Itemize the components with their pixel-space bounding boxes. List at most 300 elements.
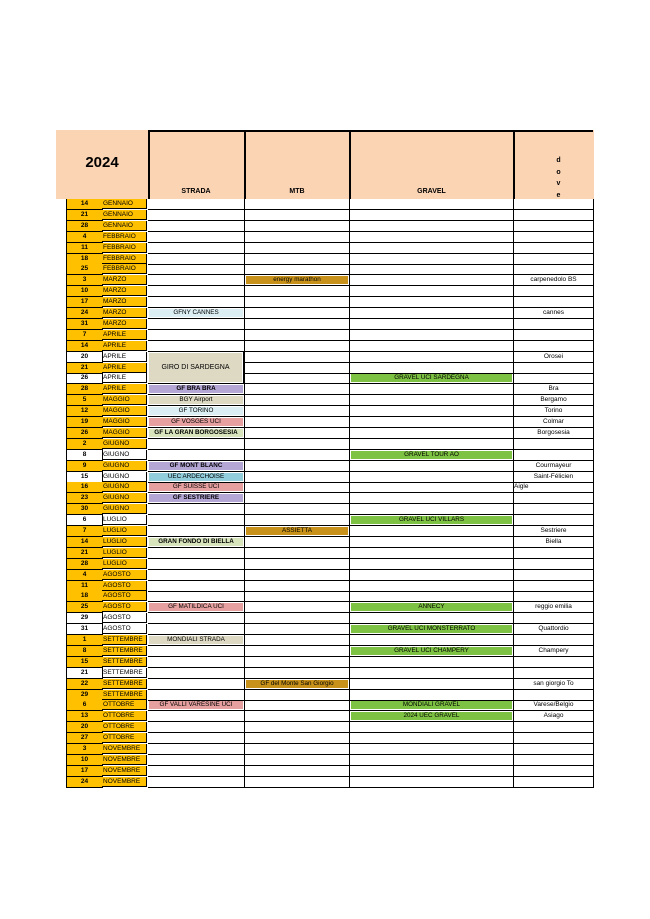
dove-cell: Bergamo <box>514 395 594 406</box>
gravel-cell <box>350 559 514 570</box>
strada-cell <box>148 461 245 472</box>
month-cell: MARZO <box>102 308 147 318</box>
merged-event-label: GIRO DI SARDEGNA <box>149 353 242 383</box>
mtb-cell <box>245 275 350 286</box>
table-row <box>56 461 594 472</box>
day-cell: 9 <box>66 461 103 472</box>
dove-letter: o <box>556 168 561 176</box>
strada-cell <box>148 439 245 450</box>
day-cell: 10 <box>66 755 103 766</box>
month-cell: SETTEMBRE <box>102 635 147 645</box>
strada-cell <box>148 690 245 701</box>
month-cell: AGOSTO <box>102 591 147 601</box>
dove-cell <box>514 232 594 243</box>
dove-cell <box>514 341 594 352</box>
strada-cell <box>148 602 245 613</box>
strada-cell <box>148 755 245 766</box>
month-cell: SETTEMBRE <box>102 657 147 667</box>
dove-cell <box>514 221 594 232</box>
month-cell: LUGLIO <box>102 537 147 547</box>
month-cell: NOVEMBRE <box>102 744 147 754</box>
mtb-cell <box>245 428 350 439</box>
table-row <box>56 613 594 624</box>
day-cell: 10 <box>66 286 103 297</box>
month-cell: OTTOBRE <box>102 722 147 732</box>
month-cell: FEBBRAIO <box>102 264 147 274</box>
month-cell: GIUGNO <box>102 493 147 503</box>
strada-cell <box>148 406 245 417</box>
strada-cell <box>148 199 245 210</box>
table-row <box>56 515 594 526</box>
column-header-dove <box>546 155 571 201</box>
strada-event: GF TORINO <box>149 407 243 415</box>
table-row <box>56 330 594 341</box>
strada-cell <box>148 221 245 232</box>
mtb-cell <box>245 363 350 374</box>
month-cell: APRILE <box>102 363 147 373</box>
dove-cell <box>514 515 594 526</box>
table-row <box>56 482 594 493</box>
table-row <box>56 417 594 428</box>
day-cell: 24 <box>66 308 103 319</box>
strada-cell <box>148 482 245 493</box>
mtb-cell <box>245 199 350 210</box>
strada-cell <box>148 243 245 254</box>
table-row <box>56 602 594 613</box>
strada-event: GF SUISSE UCI <box>149 483 243 491</box>
dove-cell: Asiago <box>514 711 594 722</box>
table-row <box>56 384 594 395</box>
mtb-cell <box>245 308 350 319</box>
strada-event: GF MONT BLANC <box>149 462 243 470</box>
table-row <box>56 722 594 733</box>
mtb-cell <box>245 602 350 613</box>
table-row <box>56 581 594 592</box>
dove-cell <box>514 777 594 788</box>
day-cell: 28 <box>66 221 103 232</box>
gravel-cell <box>350 341 514 352</box>
month-cell: APRILE <box>102 341 147 351</box>
gravel-cell <box>350 286 514 297</box>
column-header-strada: STRADA <box>181 188 211 195</box>
gravel-cell <box>350 581 514 592</box>
table-row <box>56 690 594 701</box>
gravel-cell <box>350 439 514 450</box>
gravel-cell <box>350 243 514 254</box>
mtb-cell <box>245 461 350 472</box>
column-header-gravel: GRAVEL <box>417 188 446 195</box>
strada-cell <box>148 515 245 526</box>
header-divider <box>513 130 515 199</box>
dove-cell <box>514 210 594 221</box>
dove-letter: e <box>556 191 561 199</box>
day-cell: 25 <box>66 602 103 613</box>
month-cell: AGOSTO <box>102 602 147 612</box>
table-row <box>56 275 594 286</box>
strada-cell <box>148 286 245 297</box>
gravel-cell <box>350 428 514 439</box>
gravel-cell <box>350 570 514 581</box>
day-cell: 25 <box>66 264 103 275</box>
table-row <box>56 504 594 515</box>
gravel-cell <box>350 363 514 374</box>
day-cell: 7 <box>66 330 103 341</box>
mtb-cell <box>245 243 350 254</box>
gravel-cell <box>350 330 514 341</box>
mtb-cell <box>245 744 350 755</box>
table-row <box>56 526 594 537</box>
month-cell: FEBBRAIO <box>102 254 147 264</box>
mtb-cell <box>245 439 350 450</box>
month-cell: OTTOBRE <box>102 700 147 710</box>
day-cell: 28 <box>66 559 103 570</box>
mtb-event: ASSIETTA <box>246 527 348 535</box>
gravel-cell <box>350 450 514 461</box>
dove-cell: Sestriere <box>514 526 594 537</box>
month-cell: MAGGIO <box>102 406 147 416</box>
mtb-cell <box>245 352 350 363</box>
table-row <box>56 668 594 679</box>
day-cell: 26 <box>66 428 103 439</box>
month-cell: AGOSTO <box>102 570 147 580</box>
mtb-cell <box>245 373 350 384</box>
day-cell: 21 <box>66 548 103 559</box>
month-cell: MAGGIO <box>102 428 147 438</box>
strada-event: GRAN FONDO DI BIELLA <box>149 538 243 546</box>
gravel-cell <box>350 384 514 395</box>
table-row <box>56 406 594 417</box>
gravel-cell <box>350 766 514 777</box>
month-cell: LUGLIO <box>102 515 147 525</box>
mtb-cell <box>245 733 350 744</box>
dove-cell: Bra <box>514 384 594 395</box>
dove-cell <box>514 286 594 297</box>
strada-event: UEC ARDECHOISE <box>149 473 243 481</box>
dove-cell: Borgosesia <box>514 428 594 439</box>
day-cell: 21 <box>66 363 103 374</box>
strada-event: MONDIALI STRADA <box>149 636 243 644</box>
table-row <box>56 679 594 690</box>
month-cell: GENNAIO <box>102 199 147 209</box>
dove-cell: Torino <box>514 406 594 417</box>
gravel-cell <box>350 275 514 286</box>
mtb-cell <box>245 679 350 690</box>
mtb-event: energy marathon <box>246 276 348 284</box>
month-cell: MARZO <box>102 286 147 296</box>
dove-cell <box>514 264 594 275</box>
day-cell: 24 <box>66 777 103 788</box>
dove-cell <box>514 254 594 265</box>
gravel-cell <box>350 690 514 701</box>
strada-event: GF VALLI VARESINE UCI <box>149 701 243 709</box>
table-row <box>56 777 594 788</box>
strada-cell <box>148 646 245 657</box>
strada-cell <box>148 330 245 341</box>
strada-cell <box>148 733 245 744</box>
dove-cell <box>514 733 594 744</box>
table-row <box>56 624 594 635</box>
mtb-cell <box>245 537 350 548</box>
strada-cell <box>148 384 245 395</box>
day-cell: 3 <box>66 275 103 286</box>
mtb-cell <box>245 330 350 341</box>
dove-letter: v <box>556 180 561 187</box>
strada-cell <box>148 319 245 330</box>
mtb-cell <box>245 450 350 461</box>
month-cell: MAGGIO <box>102 417 147 427</box>
strada-cell <box>148 537 245 548</box>
dove-cell <box>514 581 594 592</box>
gravel-cell <box>350 777 514 788</box>
month-cell: GIUGNO <box>102 439 147 449</box>
strada-cell <box>148 428 245 439</box>
mtb-cell <box>245 504 350 515</box>
day-cell: 11 <box>66 581 103 592</box>
day-cell: 5 <box>66 395 103 406</box>
dove-cell: Champery <box>514 646 594 657</box>
day-cell: 13 <box>66 711 103 722</box>
header-top-border <box>148 130 593 132</box>
day-cell: 20 <box>66 352 103 363</box>
strada-cell <box>148 777 245 788</box>
day-cell: 17 <box>66 766 103 777</box>
gravel-event: GRAVEL TOUR AO <box>351 451 512 459</box>
month-cell: AGOSTO <box>102 624 147 634</box>
strada-cell <box>148 581 245 592</box>
month-cell: APRILE <box>102 384 147 394</box>
strada-cell <box>148 591 245 602</box>
gravel-cell <box>350 679 514 690</box>
mtb-cell <box>245 581 350 592</box>
gravel-cell <box>350 700 514 711</box>
strada-cell <box>148 450 245 461</box>
mtb-cell <box>245 591 350 602</box>
strada-cell <box>148 308 245 319</box>
table-row <box>56 450 594 461</box>
mtb-cell <box>245 254 350 265</box>
day-cell: 22 <box>66 679 103 690</box>
day-cell: 14 <box>66 341 103 352</box>
table-row <box>56 439 594 450</box>
month-cell: APRILE <box>102 352 147 362</box>
day-cell: 31 <box>66 319 103 330</box>
mtb-cell <box>245 559 350 570</box>
strada-cell <box>148 668 245 679</box>
strada-event: GF MATILDICA UCI <box>149 603 243 611</box>
dove-cell <box>514 766 594 777</box>
dove-cell <box>514 504 594 515</box>
strada-event: GFNY CANNES <box>149 309 243 317</box>
table-row <box>56 395 594 406</box>
strada-cell <box>148 635 245 646</box>
table-row <box>56 221 594 232</box>
day-cell: 27 <box>66 733 103 744</box>
mtb-cell <box>245 515 350 526</box>
table-row <box>56 493 594 504</box>
mtb-cell <box>245 264 350 275</box>
strada-cell <box>148 657 245 668</box>
day-cell: 30 <box>66 504 103 515</box>
dove-letter: d <box>556 157 561 164</box>
mtb-cell <box>245 210 350 221</box>
strada-cell <box>148 548 245 559</box>
dove-cell <box>514 635 594 646</box>
strada-cell <box>148 232 245 243</box>
table-row <box>56 232 594 243</box>
gravel-cell <box>350 297 514 308</box>
month-cell: GIUGNO <box>102 472 147 482</box>
table-row <box>56 537 594 548</box>
dove-cell: Aigle <box>514 482 594 493</box>
strada-event: GF SESTRIERE <box>149 494 243 502</box>
mtb-cell <box>245 722 350 733</box>
month-cell: GIUGNO <box>102 482 147 492</box>
gravel-cell <box>350 504 514 515</box>
month-cell: LUGLIO <box>102 559 147 569</box>
table-row <box>56 319 594 330</box>
gravel-cell <box>350 493 514 504</box>
mtb-cell <box>245 482 350 493</box>
table-row <box>56 341 594 352</box>
table-row <box>56 559 594 570</box>
gravel-cell <box>350 373 514 384</box>
mtb-cell <box>245 417 350 428</box>
day-cell: 12 <box>66 406 103 417</box>
gravel-cell <box>350 548 514 559</box>
month-cell: GENNAIO <box>102 221 147 231</box>
gravel-cell <box>350 199 514 210</box>
mtb-cell <box>245 493 350 504</box>
day-cell: 16 <box>66 482 103 493</box>
dove-cell: Colmar <box>514 417 594 428</box>
day-cell: 8 <box>66 646 103 657</box>
day-cell: 1 <box>66 635 103 646</box>
dove-cell <box>514 690 594 701</box>
strada-event: GF VOSGES UCI <box>149 418 243 426</box>
gravel-cell <box>350 417 514 428</box>
strada-cell <box>148 417 245 428</box>
gravel-cell <box>350 482 514 493</box>
day-cell: 29 <box>66 690 103 701</box>
dove-cell <box>514 373 594 384</box>
month-cell: MARZO <box>102 275 147 285</box>
gravel-cell <box>350 395 514 406</box>
day-cell: 29 <box>66 613 103 624</box>
day-cell: 21 <box>66 210 103 221</box>
strada-cell <box>148 275 245 286</box>
month-cell: NOVEMBRE <box>102 766 147 776</box>
strada-cell <box>148 297 245 308</box>
day-cell: 26 <box>66 373 103 384</box>
dove-cell: Varese/Belgio <box>514 700 594 711</box>
dove-cell: cannes <box>514 308 594 319</box>
day-cell: 4 <box>66 232 103 243</box>
gravel-event: MONDIALI GRAVEL <box>351 701 512 709</box>
day-cell: 23 <box>66 493 103 504</box>
gravel-cell <box>350 210 514 221</box>
month-cell: NOVEMBRE <box>102 777 147 787</box>
month-cell: LUGLIO <box>102 548 147 558</box>
month-cell: AGOSTO <box>102 613 147 623</box>
gravel-cell <box>350 668 514 679</box>
dove-cell: reggio emilia <box>514 602 594 613</box>
dove-cell <box>514 591 594 602</box>
dove-cell: Orosei <box>514 352 594 363</box>
strada-cell <box>148 264 245 275</box>
gravel-cell <box>350 657 514 668</box>
gravel-cell <box>350 646 514 657</box>
table-row <box>56 199 594 210</box>
gravel-cell <box>350 722 514 733</box>
strada-cell <box>148 570 245 581</box>
day-cell: 18 <box>66 254 103 265</box>
day-cell: 7 <box>66 526 103 537</box>
strada-cell <box>148 395 245 406</box>
gravel-event: GRAVEL UCI VILLARS <box>351 516 512 524</box>
mtb-cell <box>245 406 350 417</box>
month-cell: MARZO <box>102 297 147 307</box>
gravel-cell <box>350 537 514 548</box>
strada-cell <box>148 341 245 352</box>
gravel-cell <box>350 406 514 417</box>
gravel-cell <box>350 254 514 265</box>
day-cell: 14 <box>66 199 103 210</box>
gravel-cell <box>350 232 514 243</box>
gravel-cell <box>350 613 514 624</box>
strada-cell <box>148 700 245 711</box>
day-cell: 31 <box>66 624 103 635</box>
dove-cell <box>514 570 594 581</box>
mtb-cell <box>245 472 350 483</box>
month-cell: GIUGNO <box>102 504 147 514</box>
strada-event: GF BRA BRA <box>149 385 243 393</box>
gravel-event: GRAVEL UCI CHAMPERY <box>351 647 512 655</box>
day-cell: 21 <box>66 668 103 679</box>
gravel-event: GRAVEL UCI MONSTERRATO <box>351 625 512 633</box>
dove-cell: Quattordio <box>514 624 594 635</box>
day-cell: 28 <box>66 384 103 395</box>
strada-cell <box>148 526 245 537</box>
day-cell: 15 <box>66 657 103 668</box>
table-row <box>56 472 594 483</box>
strada-cell <box>148 711 245 722</box>
day-cell: 17 <box>66 297 103 308</box>
mtb-cell <box>245 700 350 711</box>
table-row <box>56 264 594 275</box>
dove-cell: Biella <box>514 537 594 548</box>
year-title: 2024 <box>85 154 119 171</box>
dove-cell <box>514 744 594 755</box>
table-row <box>56 243 594 254</box>
table-row <box>56 646 594 657</box>
dove-cell: Courmayeur <box>514 461 594 472</box>
mtb-cell <box>245 526 350 537</box>
month-cell: OTTOBRE <box>102 733 147 743</box>
strada-cell <box>148 679 245 690</box>
month-cell: APRILE <box>102 373 147 383</box>
dove-cell <box>514 668 594 679</box>
day-cell: 15 <box>66 472 103 483</box>
table-row <box>56 657 594 668</box>
gravel-cell <box>350 221 514 232</box>
dove-cell <box>514 613 594 624</box>
gravel-cell <box>350 264 514 275</box>
gravel-cell <box>350 308 514 319</box>
strada-cell <box>148 472 245 483</box>
month-cell: NOVEMBRE <box>102 755 147 765</box>
gravel-cell <box>350 319 514 330</box>
table-row <box>56 363 594 374</box>
